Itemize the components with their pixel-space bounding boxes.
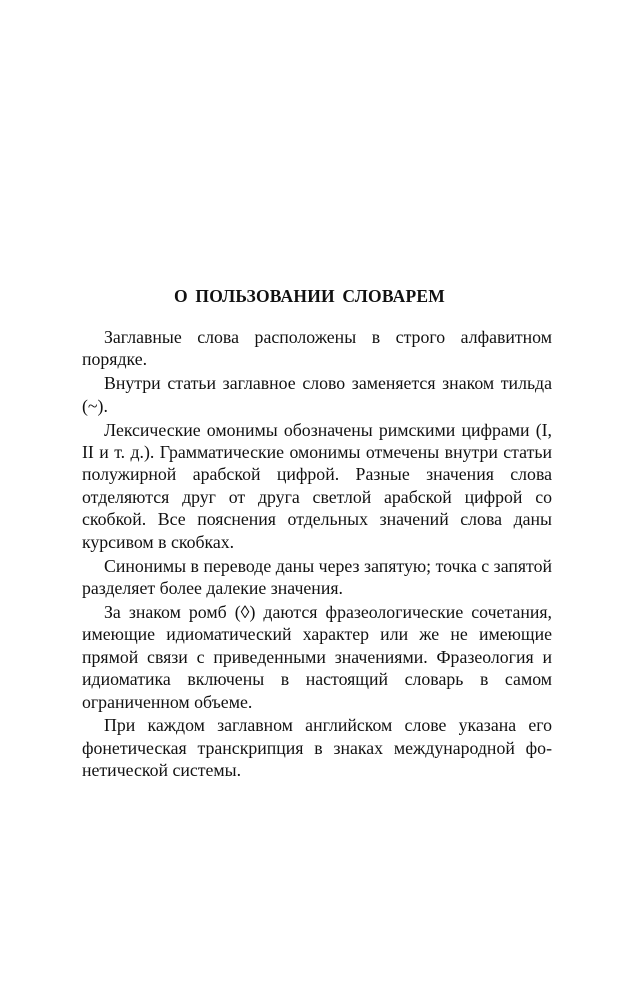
usage-instructions	[82, 326, 552, 783]
page-title: О ПОЛЬЗОВАНИИ СЛОВАРЕМ	[174, 286, 445, 306]
paragraph-synonyms: Синонимы в переводе даны через запятую; точка с запятой разделяет более далекие значения.	[82, 555, 552, 598]
paragraph-tilde: Внутри статьи заглавное слово заменяется знаком тильда (~).	[82, 373, 552, 416]
paragraph-homonyms: Лексические омонимы обозначены римскими цифрами (I, II и т. д.). Грамматические омонимы отмечены внутри статьи полужирной арабской цифрой. Разные значения слова отделяются друг от друга светлой арабской цифрой со скобкой. Все пояснения отдельных значений слова даны курсивом в скобках.	[82, 419, 552, 552]
paragraph-phraseology: За знаком ромб (◊) даются фразеологические сочетания, имеющие идиоматический характер или же не имеющие прямой связи с приведенными значениями. Фразеология и идиоматика включены в настоящий словарь в самом ограниченном объеме.	[82, 601, 552, 712]
paragraph-transcription: При каждом заглавном английском слове указана его фонетическая транскрипция в знаках международной фонетической системы.	[82, 715, 552, 781]
paragraph-alphabetical-order: Заглавные слова расположены в строго алфавитном порядке.	[82, 327, 552, 370]
